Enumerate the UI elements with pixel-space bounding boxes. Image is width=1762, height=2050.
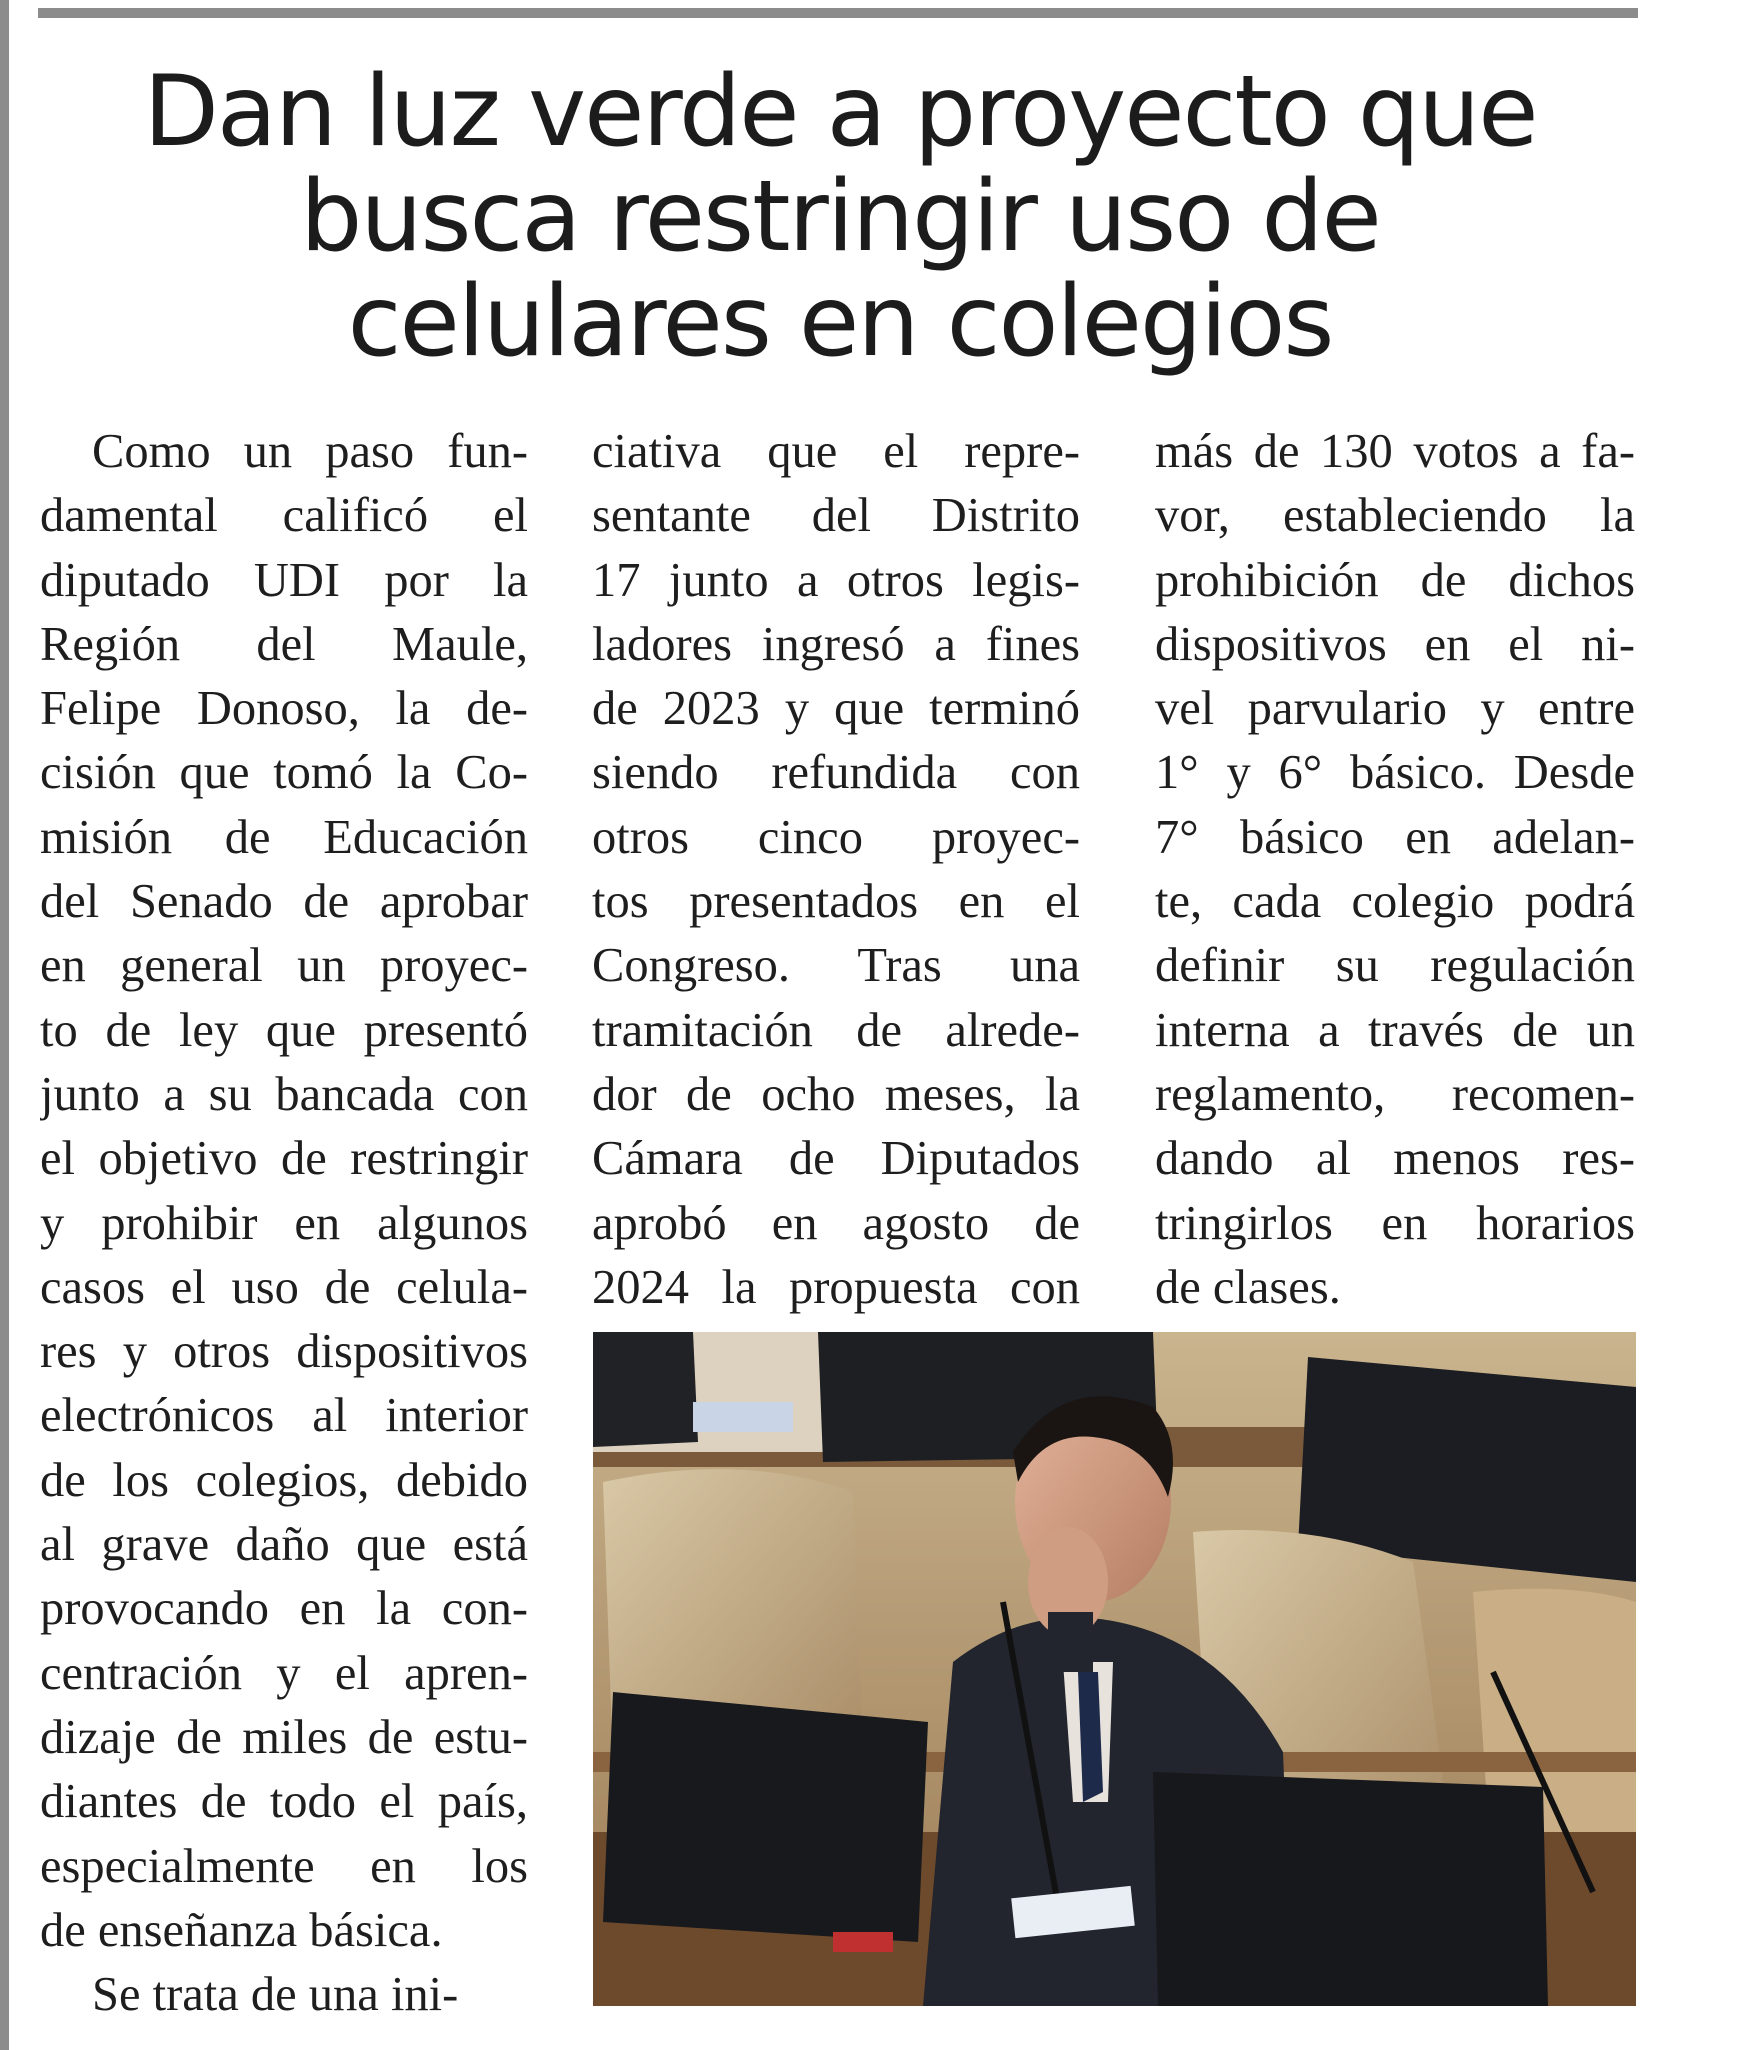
article-text-line: tramitación de alrede- <box>592 1003 1080 1057</box>
article-text-line: 1° y 6° básico. Desde <box>1155 746 1635 800</box>
article-text-line: de enseñanza básica. <box>40 1903 443 1957</box>
article-text-line: Felipe Donoso, la de- <box>40 682 528 736</box>
article-text-line: diputado UDI por la <box>40 553 528 607</box>
article-text-line: provocando en la con- <box>40 1582 528 1636</box>
article-text-line: ciativa que el repre- <box>592 425 1080 478</box>
article-text-line: electrónicos al interior <box>40 1389 528 1443</box>
article-text-line: al grave daño que está <box>40 1518 528 1572</box>
article-column-1 <box>40 420 528 2027</box>
article-text-line: misión de Educación <box>40 810 528 864</box>
headline-line: Dan luz verde a proyecto que <box>143 55 1537 169</box>
article-text-line: el objetivo de restringir <box>40 1132 528 1186</box>
page-top-rule <box>38 8 1638 18</box>
article-text-line: prohibición de dichos <box>1155 553 1635 607</box>
article-text-line: vor, estableciendo la <box>1155 489 1635 543</box>
article-text-line: tringirlos en horarios <box>1155 1196 1635 1250</box>
article-text-line: centración y el apren- <box>40 1646 528 1700</box>
article-text-line: interna a través de un <box>1155 1003 1635 1057</box>
article-text-line: sentante del Distrito <box>592 489 1080 543</box>
headline-line: busca restringir uso de <box>300 160 1380 274</box>
article-text-line: tos presentados en el <box>592 875 1080 929</box>
article-text-line: damental calificó el <box>40 489 528 543</box>
article-text-line: de 2023 y que terminó <box>592 682 1080 736</box>
article-text-line: dor de ocho meses, la <box>592 1067 1080 1121</box>
article-text-line: dispositivos en el ni- <box>1155 617 1635 671</box>
article-text-line: Como un paso fun- <box>92 425 528 478</box>
article-text-line: Se trata de una ini- <box>92 1968 459 2022</box>
article-text-line: otros cinco proyec- <box>592 810 1080 864</box>
article-text-line: res y otros dispositivos <box>40 1325 528 1379</box>
article-text-line: de clases. <box>1155 1260 1341 1314</box>
article-text-line: siendo refundida con <box>592 746 1080 800</box>
article-text-line: especialmente en los <box>40 1839 528 1893</box>
article-text-line: cisión que tomó la Co- <box>40 746 528 800</box>
article-text-line: aprobó en agosto de <box>592 1196 1080 1250</box>
page-left-rule <box>0 0 9 2050</box>
article-text-line: 7° básico en adelan- <box>1155 810 1635 864</box>
article-text-line: vel parvulario y entre <box>1155 682 1635 736</box>
article-text-line: Región del Maule, <box>40 617 528 671</box>
article-text-line: te, cada colegio podrá <box>1155 875 1635 929</box>
article-text-line: dizaje de miles de estu- <box>40 1710 528 1764</box>
headline-line: celulares en colegios <box>347 265 1333 379</box>
article-text-line: diantes de todo el país, <box>40 1775 528 1829</box>
article-text-line: Congreso. Tras una <box>592 939 1080 993</box>
article-column-2 <box>592 420 1080 1320</box>
article-photo <box>593 1332 1636 2006</box>
article-column-3 <box>1155 420 1635 1320</box>
article-text-line: Cámara de Diputados <box>592 1132 1080 1186</box>
article-headline <box>40 55 1640 379</box>
article-text-line: ladores ingresó a fines <box>592 617 1080 671</box>
article-text-line: junto a su bancada con <box>40 1067 528 1121</box>
article-text-line: 2024 la propuesta con <box>592 1260 1080 1314</box>
article-text-line: casos el uso de celula- <box>40 1260 528 1314</box>
article-text-line: reglamento, recomen- <box>1155 1067 1635 1121</box>
article-text-line: en general un proyec- <box>40 939 528 993</box>
article-text-line: más de 130 votos a fa- <box>1155 425 1635 478</box>
article-text-line: definir su regulación <box>1155 939 1635 993</box>
article-text-line: de los colegios, debido <box>40 1453 528 1507</box>
article-text-line: to de ley que presentó <box>40 1003 528 1057</box>
legislator-photo-illustration <box>593 1332 1636 2006</box>
article-text-line: dando al menos res- <box>1155 1132 1635 1186</box>
article-text-line: y prohibir en algunos <box>40 1196 528 1250</box>
article-text-line: 17 junto a otros legis- <box>592 553 1080 607</box>
article-text-line: del Senado de aprobar <box>40 875 528 929</box>
